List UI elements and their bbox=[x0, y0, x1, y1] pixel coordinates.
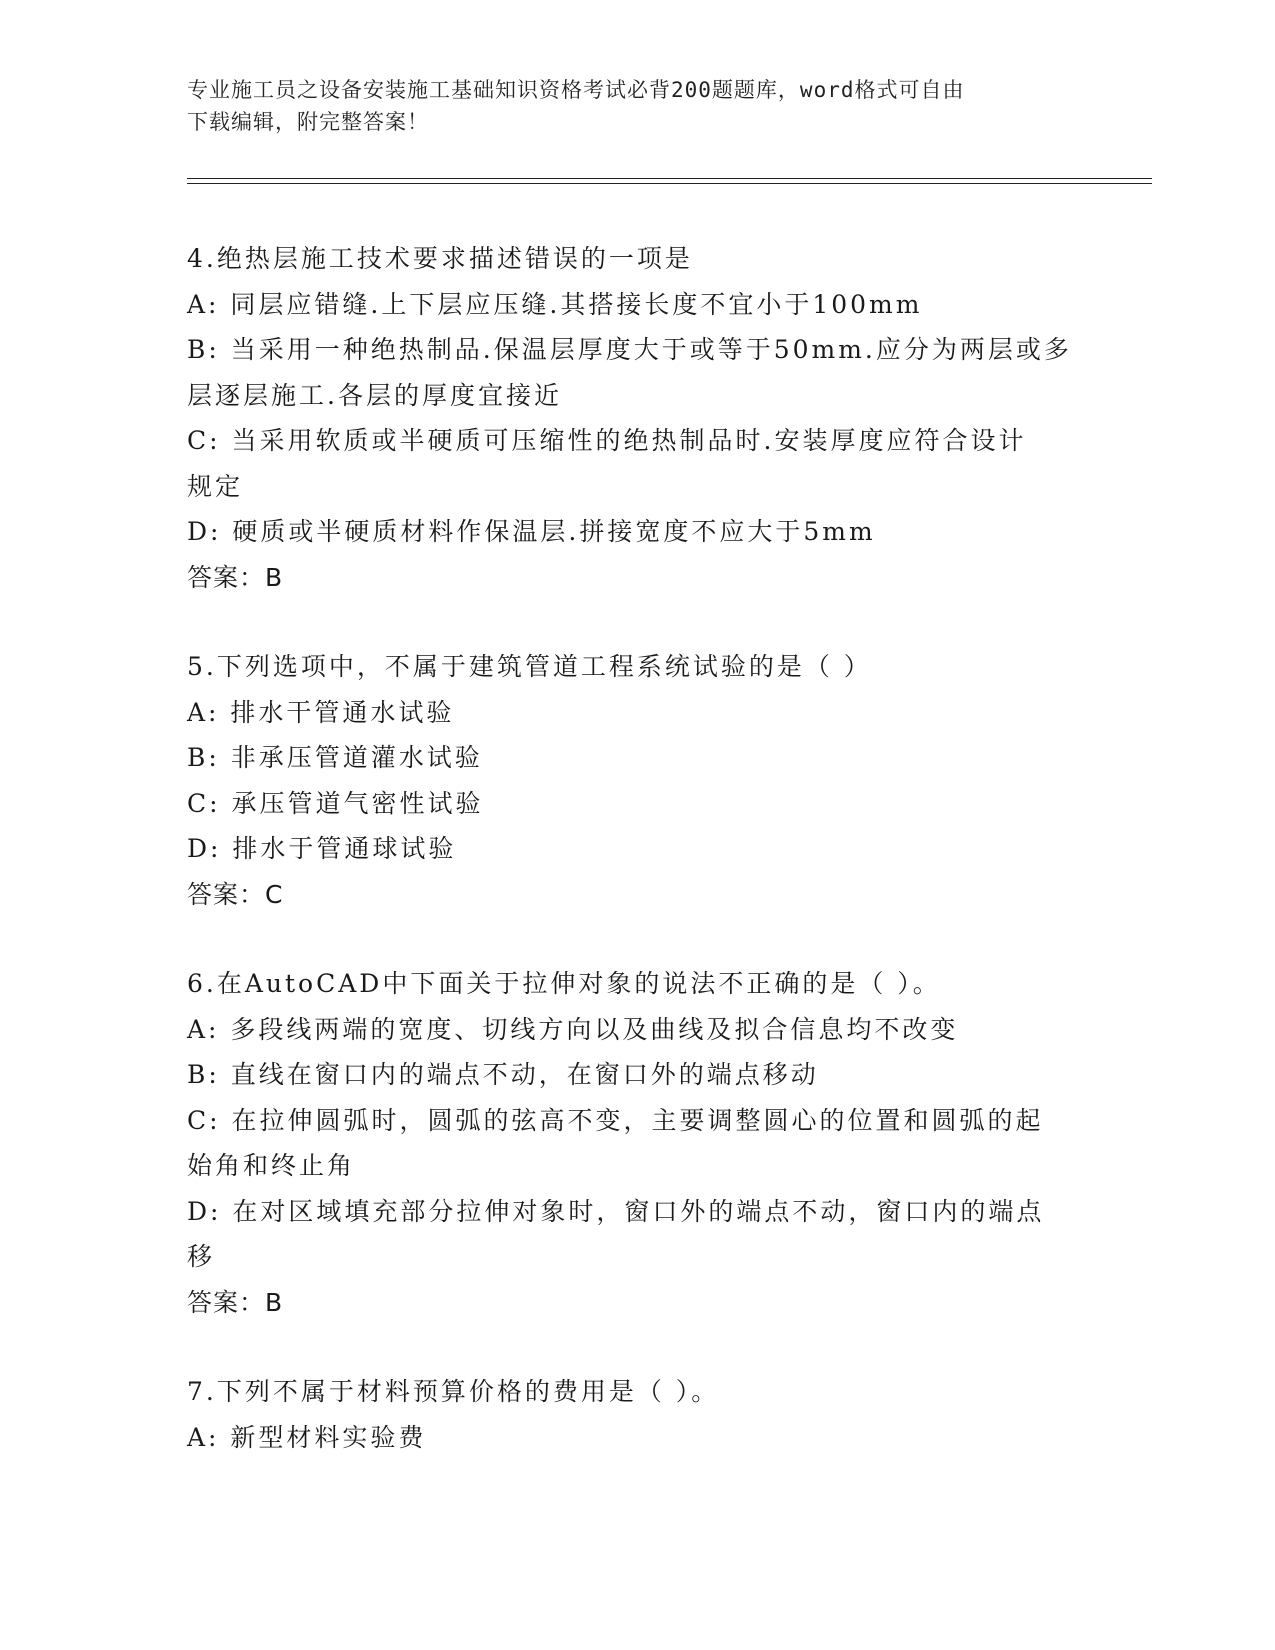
question-stem: 6.在AutoCAD中下面关于拉伸对象的说法不正确的是（ ）。 bbox=[187, 969, 941, 998]
option-c: C: 当采用软质或半硬质可压缩性的绝热制品时.安装厚度应符合设计 bbox=[187, 426, 1027, 455]
header-line-2: 下载编辑，附完整答案！ bbox=[187, 110, 429, 134]
question-stem: 7.下列不属于材料预算价格的费用是（ ）。 bbox=[187, 1377, 720, 1406]
option-b: B: 当采用一种绝热制品.保温层厚度大于或等于50mm.应分为两层或多 bbox=[187, 335, 1072, 364]
question-stem: 5.下列选项中，不属于建筑管道工程系统试验的是（ ） bbox=[187, 652, 872, 681]
question-7 bbox=[187, 1369, 1087, 1460]
option-a: A: 同层应错缝.上下层应压缝.其搭接长度不宜小于100mm bbox=[187, 289, 923, 319]
option-d: D: 在对区域填充部分拉伸对象时，窗口外的端点不动，窗口内的端点 bbox=[187, 1196, 1045, 1226]
option-a: A: 多段线两端的宽度、切线方向以及曲线及拟合信息均不改变 bbox=[187, 1014, 959, 1044]
option-d-continued: 移 bbox=[187, 1242, 216, 1271]
question-5 bbox=[187, 644, 1087, 917]
answer-label: 答案：C bbox=[187, 879, 284, 909]
question-stem: 4.绝热层施工技术要求描述错误的一项是 bbox=[187, 244, 693, 273]
document-header bbox=[187, 74, 1087, 138]
header-rule-top bbox=[187, 178, 1152, 179]
option-c-continued: 规定 bbox=[187, 471, 244, 501]
option-d: D: 硬质或半硬质材料作保温层.拼接宽度不应大于5mm bbox=[187, 517, 876, 546]
option-a: A: 新型材料实验费 bbox=[187, 1422, 427, 1452]
question-list bbox=[187, 236, 1087, 1504]
answer-label: 答案：B bbox=[187, 1287, 284, 1317]
option-a: A: 排水干管通水试验 bbox=[187, 697, 455, 727]
option-b: B: 直线在窗口内的端点不动，在窗口外的端点移动 bbox=[187, 1060, 819, 1089]
question-6 bbox=[187, 961, 1087, 1325]
header-rule-bottom bbox=[187, 183, 1152, 184]
option-c: C: 在拉伸圆弧时，圆弧的弦高不变，主要调整圆心的位置和圆弧的起 bbox=[187, 1105, 1044, 1135]
question-4 bbox=[187, 236, 1087, 600]
option-c: C: 承压管道气密性试验 bbox=[187, 788, 484, 818]
option-b-continued: 层逐层施工.各层的厚度宜接近 bbox=[187, 380, 562, 410]
option-c-continued: 始角和终止角 bbox=[187, 1151, 356, 1180]
option-d: D: 排水于管通球试验 bbox=[187, 834, 457, 863]
header-line-1: 专业施工员之设备安装施工基础知识资格考试必背200题题库，word格式可自由 bbox=[187, 78, 965, 102]
option-b: B: 非承压管道灌水试验 bbox=[187, 743, 483, 772]
answer-label: 答案：B bbox=[187, 562, 284, 592]
